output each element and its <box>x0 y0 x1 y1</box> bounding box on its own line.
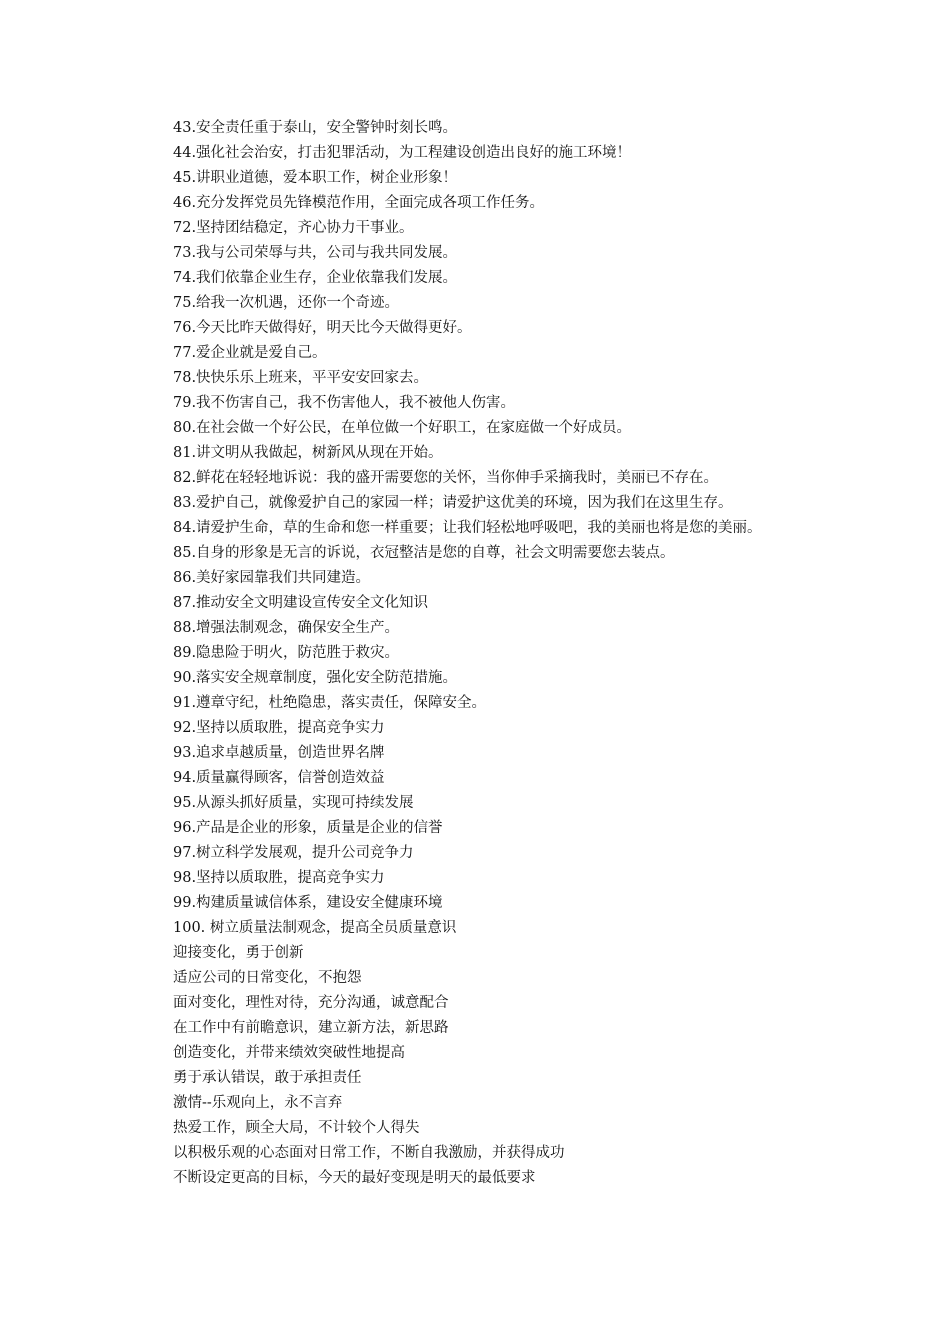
text-line: 43.安全责任重于泰山，安全警钟时刻长鸣。 <box>173 120 458 136</box>
text-line: 迎接变化，勇于创新 <box>173 945 304 961</box>
text-line: 94.质量赢得顾客，信誉创造效益 <box>173 770 385 786</box>
text-line: 激情--乐观向上，永不言弃 <box>173 1095 343 1111</box>
text-line: 98.坚持以质取胜，提高竞争实力 <box>173 870 385 886</box>
text-line: 创造变化，并带来绩效突破性地提高 <box>173 1045 405 1061</box>
text-line: 82.鲜花在轻轻地诉说：我的盛开需要您的关怀，当你伸手采摘我时，美丽已不存在。 <box>173 470 719 486</box>
text-line: 97.树立科学发展观，提升公司竞争力 <box>173 845 414 861</box>
text-line: 73.我与公司荣辱与共，公司与我共同发展。 <box>173 245 458 261</box>
text-line: 92.坚持以质取胜，提高竞争实力 <box>173 720 385 736</box>
text-line: 93.追求卓越质量，创造世界名牌 <box>173 745 385 761</box>
text-line: 74.我们依靠企业生存，企业依靠我们发展。 <box>173 270 458 286</box>
text-line: 81.讲文明从我做起，树新风从现在开始。 <box>173 445 443 461</box>
text-line: 78.快快乐乐上班来，平平安安回家去。 <box>173 370 429 386</box>
text-line: 76.今天比昨天做得好，明天比今天做得更好。 <box>173 320 472 336</box>
text-line: 95.从源头抓好质量，实现可持续发展 <box>173 795 414 811</box>
text-line: 83.爱护自己，就像爱护自己的家园一样；请爱护这优美的环境，因为我们在这里生存。 <box>173 495 733 511</box>
text-line: 79.我不伤害自己，我不伤害他人，我不被他人伤害。 <box>173 395 516 411</box>
document-body <box>142 116 814 1191</box>
text-line: 96.产品是企业的形象，质量是企业的信誉 <box>173 820 443 836</box>
text-line: 80.在社会做一个好公民，在单位做一个好职工，在家庭做一个好成员。 <box>173 420 632 436</box>
text-line: 热爱工作，顾全大局，不计较个人得失 <box>173 1120 420 1136</box>
text-line: 44.强化社会治安，打击犯罪活动，为工程建设创造出良好的施工环境！ <box>173 145 632 161</box>
text-line: 90.落实安全规章制度，强化安全防范措施。 <box>173 670 458 686</box>
text-line: 88.增强法制观念，确保安全生产。 <box>173 620 400 636</box>
text-line: 100. 树立质量法制观念，提高全员质量意识 <box>173 920 457 936</box>
text-line: 75.给我一次机遇，还你一个奇迹。 <box>173 295 400 311</box>
text-line: 在工作中有前瞻意识，建立新方法，新思路 <box>173 1020 449 1036</box>
text-line: 77.爱企业就是爱自己。 <box>173 345 327 361</box>
text-line: 46.充分发挥党员先锋模范作用，全面完成各项工作任务。 <box>173 195 545 211</box>
text-line: 45.讲职业道德，爱本职工作，树企业形象！ <box>173 170 458 186</box>
text-line: 85.自身的形象是无言的诉说，衣冠整洁是您的自尊，社会文明需要您去装点。 <box>173 545 675 561</box>
text-line: 面对变化，理性对待，充分沟通，诚意配合 <box>173 995 449 1011</box>
text-line: 勇于承认错误，敢于承担责任 <box>173 1070 362 1086</box>
text-line: 87.推动安全文明建设宣传安全文化知识 <box>173 595 429 611</box>
text-line: 99.构建质量诚信体系，建设安全健康环境 <box>173 895 443 911</box>
text-line: 89.隐患险于明火，防范胜于救灾。 <box>173 645 400 661</box>
text-line: 适应公司的日常变化，不抱怨 <box>173 970 362 986</box>
text-line: 以积极乐观的心态面对日常工作，不断自我激励，并获得成功 <box>173 1145 565 1161</box>
text-line: 不断设定更高的目标，今天的最好变现是明天的最低要求 <box>173 1170 536 1186</box>
text-line: 91.遵章守纪，杜绝隐患，落实责任，保障安全。 <box>173 695 487 711</box>
text-line: 86.美好家园靠我们共同建造。 <box>173 570 371 586</box>
text-line: 72.坚持团结稳定，齐心协力干事业。 <box>173 220 414 236</box>
text-line: 84.请爱护生命，草的生命和您一样重要；让我们轻松地呼吸吧，我的美丽也将是您的美丽。 <box>173 520 762 536</box>
